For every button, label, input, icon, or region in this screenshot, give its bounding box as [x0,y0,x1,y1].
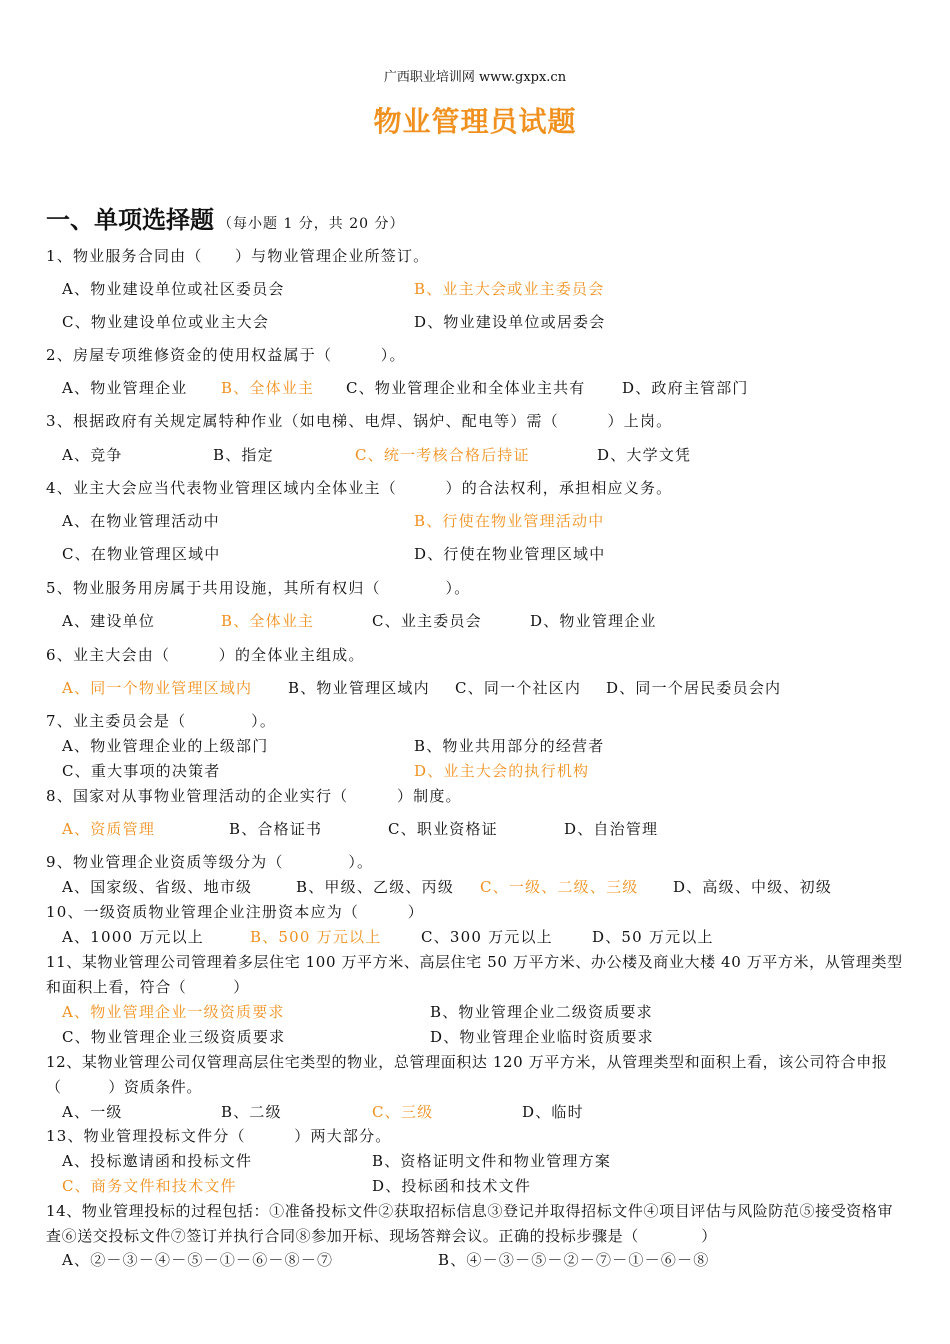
q11-option-c: C、物业管理企业三级资质要求 [62,1028,286,1046]
q10-option-c: C、300 万元以上 [421,928,553,946]
q1-option-b: B、业主大会或业主委员会 [414,280,605,298]
site-header: 广西职业培训网 www.gxpx.cn [383,70,567,85]
q3-option-c: C、统一考核合格后持证 [355,446,530,464]
q9-option-c: C、一级、二级、三级 [480,878,639,896]
q4-option-c: C、在物业管理区域中 [62,545,221,563]
q5-option-a: A、建设单位 [62,612,156,630]
q7-option-c: C、重大事项的决策者 [62,762,221,780]
q3-option-a: A、竞争 [62,446,123,464]
question-12: 12、某物业管理公司仅管理高层住宅类型的物业，总管理面积达 120 万平方米，从管理类型和面积上看，该公司符合申报（ ）资质条件。 [46,1053,888,1096]
q6-option-a: A、同一个物业管理区域内 [62,679,253,697]
question-5: 5、物业服务用房属于共用设施，其所有权归（ ）。 [46,579,471,597]
q13-option-d: D、投标函和技术文件 [372,1177,532,1195]
q14-option-a: A、②－③－④－⑤－①－⑥－⑧－⑦ [62,1251,334,1269]
q4-option-b: B、行使在物业管理活动中 [414,512,605,530]
q6-option-d: D、同一个居民委员会内 [606,679,782,697]
question-1: 1、物业服务合同由（ ）与物业管理企业所签订。 [46,247,430,265]
q9-option-d: D、高级、中级、初级 [673,878,833,896]
q2-option-a: A、物业管理企业 [62,379,188,397]
q12-option-a: A、一级 [62,1103,123,1121]
q5-option-b: B、全体业主 [221,612,315,630]
question-7: 7、业主委员会是（ ）。 [46,712,277,730]
q8-option-b: B、合格证书 [229,820,323,838]
q3-option-b: B、指定 [213,446,274,464]
q8-option-a: A、资质管理 [62,820,156,838]
question-9: 9、物业管理企业资质等级分为（ ）。 [46,853,374,871]
q3-option-d: D、大学文凭 [597,446,692,464]
q13-option-c: C、商务文件和技术文件 [62,1177,237,1195]
question-3: 3、根据政府有关规定属特种作业（如电梯、电焊、锅炉、配电等）需（ ）上岗。 [46,412,673,430]
q2-option-b: B、全体业主 [221,379,315,397]
q11-option-b: B、物业管理企业二级资质要求 [430,1003,653,1021]
q12-option-c: C、三级 [372,1103,434,1121]
question-8: 8、国家对从事物业管理活动的企业实行（ ）制度。 [46,787,462,805]
question-10: 10、一级资质物业管理企业注册资本应为（ ） [46,903,424,921]
q10-option-d: D、50 万元以上 [592,928,714,946]
question-2: 2、房屋专项维修资金的使用权益属于（ ）。 [46,346,406,364]
q2-option-c: C、物业管理企业和全体业主共有 [346,379,586,397]
page-title: 物业管理员试题 [373,105,577,138]
q5-option-d: D、物业管理企业 [530,612,657,630]
question-13: 13、物业管理投标文件分（ ）两大部分。 [46,1127,392,1145]
q7-option-d: D、业主大会的执行机构 [414,762,590,780]
q11-option-d: D、物业管理企业临时资质要求 [430,1028,654,1046]
q2-option-d: D、政府主管部门 [622,379,749,397]
q1-option-d: D、物业建设单位或居委会 [414,313,606,331]
q8-option-d: D、自治管理 [564,820,659,838]
question-6: 6、业主大会由（ ）的全体业主组成。 [46,646,365,664]
q10-option-a: A、1000 万元以上 [62,928,204,946]
question-11: 11、某物业管理公司管理着多层住宅 100 万平方米、高层住宅 50 万平方米、办公楼及商业大楼 40 万平方米，从管理类型和面积上看，符合（ ） [46,953,903,996]
question-4: 4、业主大会应当代表物业管理区域内全体业主（ ）的合法权利，承担相应义务。 [46,479,673,497]
q6-option-c: C、同一个社区内 [455,679,582,697]
q11-option-a: A、物业管理企业一级资质要求 [62,1003,285,1021]
q9-option-b: B、甲级、乙级、丙级 [296,878,455,896]
q8-option-c: C、职业资格证 [388,820,498,838]
q12-option-d: D、临时 [522,1103,584,1121]
q6-option-b: B、物业管理区域内 [288,679,430,697]
q13-option-b: B、资格证明文件和物业管理方案 [372,1152,612,1170]
q9-option-a: A、国家级、省级、地市级 [62,878,253,896]
section-title: 一、单项选择题 [46,206,214,234]
q1-option-a: A、物业建设单位或社区委员会 [62,280,285,298]
q4-option-a: A、在物业管理活动中 [62,512,220,530]
q14-option-b: B、④－③－⑤－②－⑦－①－⑥－⑧ [438,1251,710,1269]
question-14: 14、物业管理投标的过程包括：①准备投标文件②获取招标信息③登记并取得招标文件④项目评估与风险防范⑤接受资格审查⑥送交投标文件⑦签订并执行合同⑧参加开标、现场答辩会议。正确的投标步骤是（ ） [46,1202,894,1245]
q12-option-b: B、二级 [221,1103,282,1121]
q7-option-b: B、物业共用部分的经营者 [414,737,605,755]
q1-option-c: C、物业建设单位或业主大会 [62,313,270,331]
q7-option-a: A、物业管理企业的上级部门 [62,737,269,755]
q13-option-a: A、投标邀请函和投标文件 [62,1152,253,1170]
section-note: （每小题 1 分，共 20 分） [218,216,405,232]
q10-option-b: B、500 万元以上 [250,928,382,946]
q5-option-c: C、业主委员会 [372,612,482,630]
section-heading [46,200,405,235]
q4-option-d: D、行使在物业管理区域中 [414,545,606,563]
